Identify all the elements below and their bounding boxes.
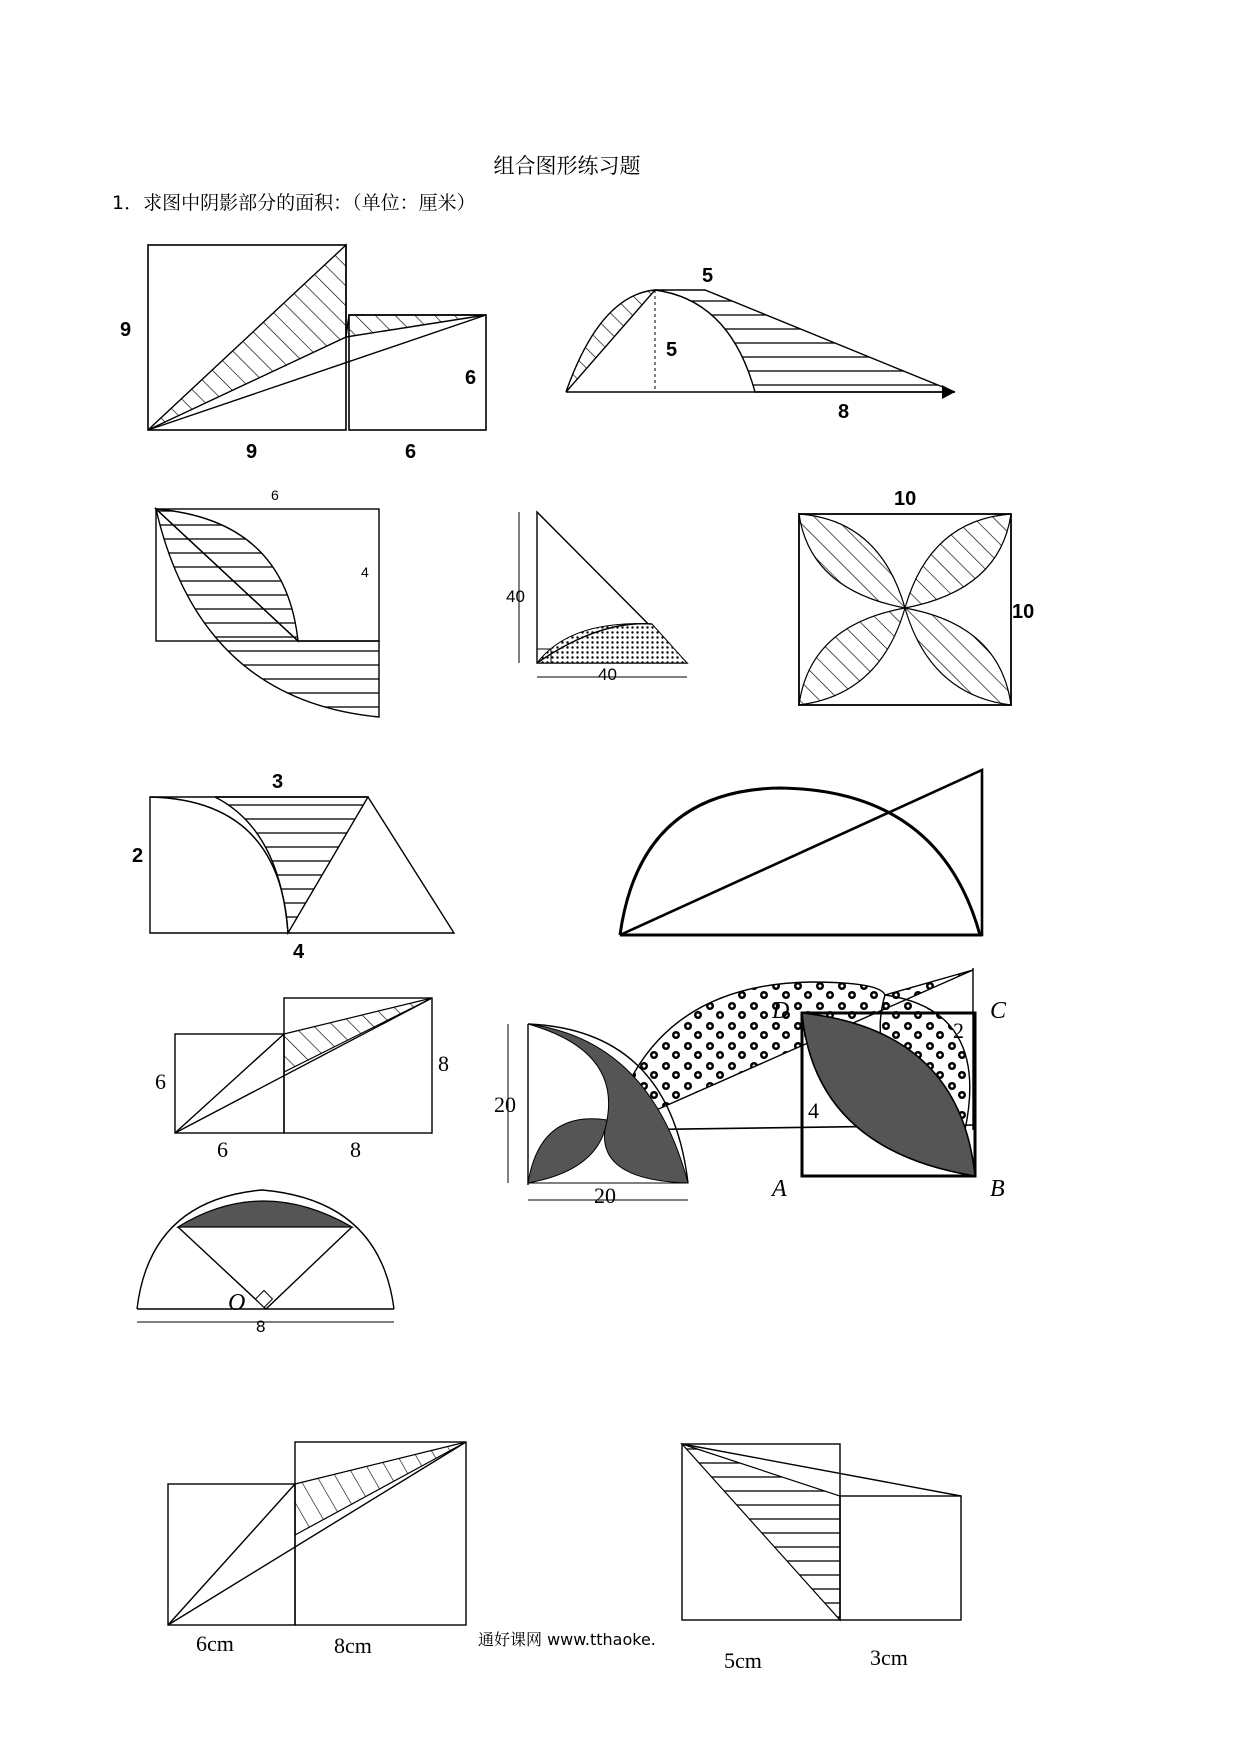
f8-left-label: 6	[155, 1069, 166, 1094]
f8-right-label: 8	[438, 1051, 449, 1076]
f8-bottom-right-label: 8	[350, 1137, 361, 1162]
f9-right-label: 2	[953, 1018, 964, 1043]
f8-bottom-left-label: 6	[217, 1137, 228, 1162]
footer-text: 通好课网 www.tthaoke.	[478, 1630, 656, 1649]
f5-right-label: 10	[1012, 601, 1035, 623]
f2-base-label: 8	[838, 401, 850, 423]
figure-2	[566, 265, 955, 423]
f9-bottom-label: 4	[808, 1098, 819, 1123]
f1-right-label: 6	[465, 367, 477, 389]
f3-top-label: 6	[271, 487, 279, 503]
f6-top-label: 3	[272, 771, 284, 793]
f12-b-label: B	[990, 1176, 1005, 1202]
f12-c-label: C	[990, 998, 1007, 1024]
f13-right-label: 8cm	[334, 1633, 372, 1658]
f14-left-label: 5cm	[724, 1648, 762, 1673]
figure-10	[137, 1190, 394, 1336]
figure-7	[620, 770, 982, 935]
f14-right-label: 3cm	[870, 1645, 908, 1670]
page-title: 组合图形练习题	[493, 154, 641, 178]
f6-left-label: 2	[132, 845, 144, 867]
f5-top-label: 10	[894, 488, 917, 510]
figure-14	[682, 1444, 961, 1673]
figure-5	[799, 488, 1034, 705]
figure-6	[132, 771, 454, 963]
figure-4	[506, 512, 687, 684]
f3-right-label: 4	[361, 564, 369, 580]
f11-base-label: 20	[594, 1183, 616, 1208]
f4-base-label: 40	[598, 665, 617, 684]
f10-center-label: O	[228, 1290, 246, 1316]
f11-height-label: 20	[494, 1092, 516, 1117]
f2-height-label: 5	[666, 339, 678, 361]
f1-bottom-left-label: 9	[246, 441, 258, 463]
f10-base-label: 8	[256, 1317, 266, 1336]
f2-top-label: 5	[702, 265, 714, 287]
question-text: 1．求图中阴影部分的面积：（单位：厘米）	[112, 192, 476, 214]
f13-left-label: 6cm	[196, 1631, 234, 1656]
figure-1	[120, 245, 486, 463]
f12-d-label: D	[772, 998, 790, 1024]
f6-bottom-label: 4	[293, 941, 305, 963]
f1-bottom-right-label: 6	[405, 441, 417, 463]
figure-8	[155, 998, 449, 1162]
figure-3	[156, 487, 379, 717]
f4-height-label: 40	[506, 587, 525, 606]
f1-left-label: 9	[120, 319, 132, 341]
f12-a-label: A	[772, 1176, 787, 1202]
figure-13	[168, 1442, 466, 1658]
